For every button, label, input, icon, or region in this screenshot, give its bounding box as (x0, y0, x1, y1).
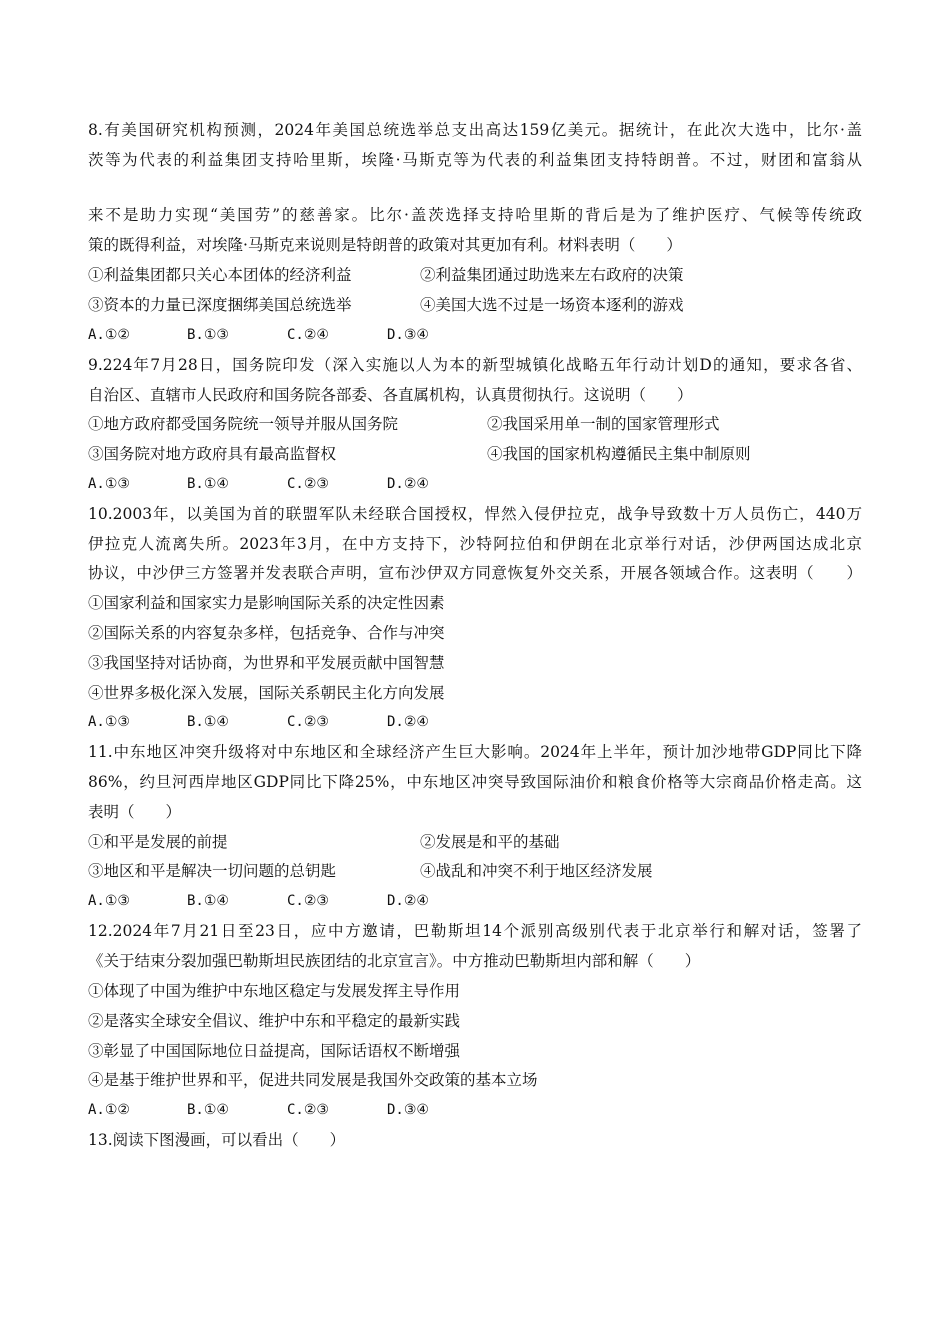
q9-answer-c: C.②③ (287, 476, 329, 492)
q10-line-2: 伊拉克人流离失所。2023年3月，在中方支持下，沙特阿拉伯和伊朗在北京举行对话，沙伊两国达成北京 (88, 535, 862, 553)
q11-option-4: ④战乱和冲突不利于地区经济发展 (420, 862, 653, 880)
q8-answer-a: A.①② (88, 327, 130, 343)
q8-answer-b: B.①③ (187, 327, 229, 343)
q11-option-1: ①和平是发展的前提 (88, 833, 228, 851)
q8-line-3: 来不是助力实现“美国劳”的慈善家。比尔·盖茨选择支持哈里斯的背后是为了维护医疗、气候等传统政 (88, 206, 862, 224)
q11-option-2: ②发展是和平的基础 (420, 833, 560, 851)
q9-line-1: 9.224年7月28日，国务院印发（深入实施以人为本的新型城镇化战略五年行动计划D的通知，要求各省、 (88, 356, 862, 374)
q10-option-3: ③我国坚持对话协商，为世界和平发展贡献中国智慧 (88, 654, 445, 672)
q10-line-1: 10.2003年，以美国为首的联盟军队未经联合国授权，悍然入侵伊拉克，战争导致数十万人员伤亡，440万 (88, 505, 862, 523)
q11-line-3: 表明（ ） (88, 803, 182, 821)
q11-answer-a: A.①③ (88, 893, 130, 909)
q10-option-2: ②国际关系的内容复杂多样，包括竞争、合作与冲突 (88, 624, 445, 642)
q10-answer-a: A.①③ (88, 714, 130, 730)
q12-option-2: ②是落实全球安全倡议、维护中东和平稳定的最新实践 (88, 1012, 461, 1030)
q11-answer-c: C.②③ (287, 893, 329, 909)
q12-answer-b: B.①④ (187, 1102, 229, 1118)
q12-option-1: ①体现了中国为维护中东地区稳定与发展发挥主导作用 (88, 982, 461, 1000)
q8-line-1: 8.有美国研究机构预测，2024年美国总统选举总支出高达159亿美元。据统计，在此次大选中，比尔·盖 (88, 121, 862, 139)
q12-answer-a: A.①② (88, 1102, 130, 1118)
q11-answer-d: D.②④ (387, 893, 429, 909)
q9-line-2: 自治区、直辖市人民政府和国务院各部委、各直属机构，认真贯彻执行。这说明（ ） (88, 386, 693, 404)
q12-option-4: ④是基于维护世界和平，促进共同发展是我国外交政策的基本立场 (88, 1071, 538, 1089)
q9-option-4: ④我国的国家机构遵循民主集中制原则 (487, 445, 751, 463)
q12-answer-d: D.③④ (387, 1102, 429, 1118)
q10-option-1: ①国家利益和国家实力是影响国际关系的决定性因素 (88, 594, 445, 612)
q10-option-4: ④世界多极化深入发展，国际关系朝民主化方向发展 (88, 684, 445, 702)
q12-option-3: ③彰显了中国国际地位日益提高，国际话语权不断增强 (88, 1042, 461, 1060)
q10-answer-c: C.②③ (287, 714, 329, 730)
q10-answer-d: D.②④ (387, 714, 429, 730)
q8-option-3: ③资本的力量已深度捆绑美国总统选举 (88, 296, 352, 314)
q9-option-1: ①地方政府都受国务院统一领导并服从国务院 (88, 415, 399, 433)
q10-answer-b: B.①④ (187, 714, 229, 730)
q11-answer-b: B.①④ (187, 893, 229, 909)
q9-option-3: ③国务院对地方政府具有最高监督权 (88, 445, 337, 463)
q8-option-4: ④美国大选不过是一场资本逐利的游戏 (420, 296, 684, 314)
q13-line-1: 13.阅读下图漫画，可以看出（ ） (88, 1131, 346, 1149)
q12-answer-c: C.②③ (287, 1102, 329, 1118)
q9-answer-d: D.②④ (387, 476, 429, 492)
q8-option-2: ②利益集团通过助选来左右政府的决策 (420, 266, 684, 284)
q9-option-2: ②我国采用单一制的国家管理形式 (487, 415, 720, 433)
q9-answer-b: B.①④ (187, 476, 229, 492)
q8-line-2: 茨等为代表的利益集团支持哈里斯，埃隆·马斯克等为代表的利益集团支持特朗普。不过，财团和富翁从 (88, 151, 862, 169)
q11-option-3: ③地区和平是解决一切问题的总钥匙 (88, 862, 337, 880)
q8-answer-d: D.③④ (387, 327, 429, 343)
q9-answer-a: A.①③ (88, 476, 130, 492)
q12-line-1: 12.2024年7月21日至23日，应中方邀请，巴勒斯坦14个派别高级别代表于北京举行和解对话，签署了 (88, 922, 862, 940)
q8-answer-c: C.②④ (287, 327, 329, 343)
q10-line-3: 协议，中沙伊三方签署并发表联合声明，宣布沙伊双方同意恢复外交关系，开展各领域合作。这表明（ ） (88, 564, 862, 582)
q11-line-2: 86%，约旦河西岸地区GDP同比下降25%，中东地区冲突导致国际油价和粮食价格等大宗商品价格走高。这 (88, 773, 862, 791)
q12-line-2: 《关于结束分裂加强巴勒斯坦民族团结的北京宣言》。中方推动巴勒斯坦内部和解（ ） (88, 952, 701, 970)
q8-option-1: ①利益集团都只关心本团体的经济利益 (88, 266, 352, 284)
q8-line-4: 策的既得利益，对埃隆·马斯克来说则是特朗普的政策对其更加有利。材料表明（ ） (88, 236, 682, 254)
q11-line-1: 11.中东地区冲突升级将对中东地区和全球经济产生巨大影响。2024年上半年，预计加沙地带GDP同比下降 (88, 743, 862, 761)
